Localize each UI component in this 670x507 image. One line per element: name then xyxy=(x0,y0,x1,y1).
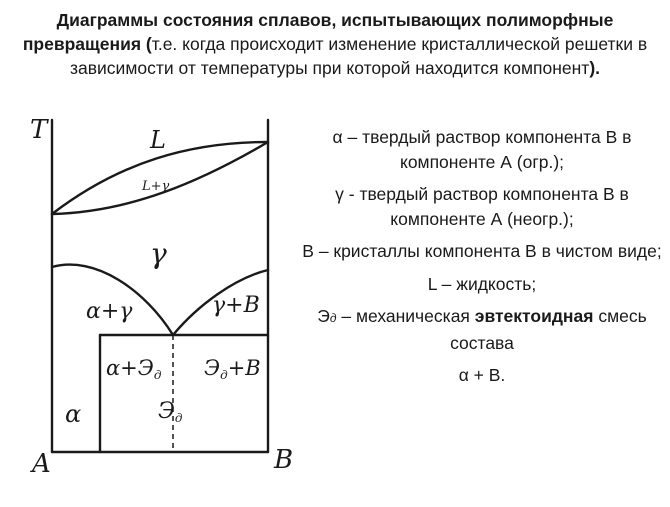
legend-item-eutectoid xyxy=(300,304,664,355)
eutectoid-subscript: д xyxy=(329,311,337,325)
region-eutectoid-label: Эд xyxy=(158,399,183,425)
region-eutectoid-b-label: Эд+B xyxy=(204,356,261,382)
eutectoid-bold-word: эвтектоидная xyxy=(474,306,594,326)
region-gamma-label: γ xyxy=(150,237,167,270)
region-gamma-b-label: γ+B xyxy=(212,293,260,318)
legend-item-gamma: γ - твердый раствор компонента В в компоненте А (неогр.); xyxy=(335,184,629,229)
legend xyxy=(300,125,664,396)
region-alpha-gamma-label: α+γ xyxy=(86,299,133,324)
region-alpha-eutectoid-label: α+Эд xyxy=(106,356,162,382)
axis-label-a: A xyxy=(32,449,51,479)
legend-item-alpha: α – твердый раствор компонента В в компоненте А (огр.); xyxy=(332,127,632,172)
axis-label-t: T xyxy=(30,115,48,145)
eutectoid-tail: смесь состава xyxy=(450,306,647,353)
region-liquid-gamma-label: L+γ xyxy=(142,179,170,194)
page-title xyxy=(20,8,650,80)
title-end: ). xyxy=(589,58,601,78)
legend-item-liquid: L – жидкость; xyxy=(427,273,537,294)
region-alpha-label: α xyxy=(65,400,82,428)
title-bold: Диаграммы состояния сплавов, испытывающих полиморфные превращения ( xyxy=(22,10,614,54)
title-normal: т.е. когда происходит изменение кристаллической решетки в зависимости от температуры при которой находится компонент xyxy=(69,34,648,78)
legend-item-b: В – кристаллы компонента В в чистом виде; xyxy=(302,241,662,261)
region-liquid-label: L xyxy=(150,126,166,154)
phase-diagram xyxy=(0,100,300,500)
legend-item-composition: α + В. xyxy=(458,365,506,385)
eutectoid-symbol: Э xyxy=(317,306,330,326)
axis-label-b: B xyxy=(274,445,294,475)
eutectoid-text: – механическая xyxy=(336,306,475,326)
